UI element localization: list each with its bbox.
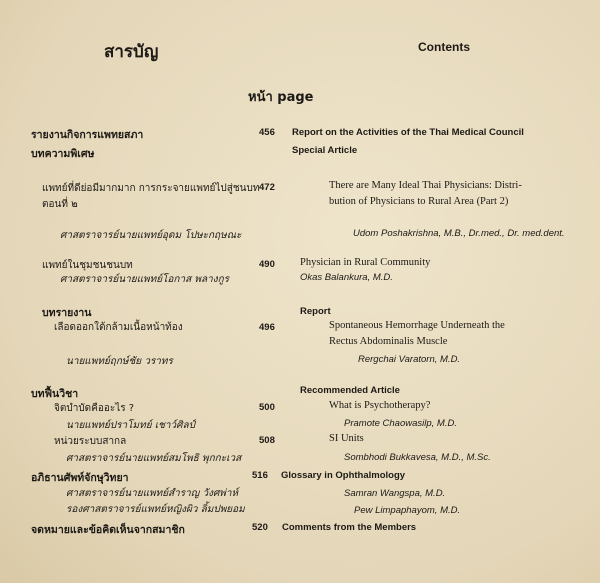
special-article-heading-english: Special Article <box>292 145 358 156</box>
report-heading-thai: บทรายงาน <box>42 307 92 319</box>
report-author-thai: นายแพทย์ฤกษ์ชัย วราทร <box>66 356 173 367</box>
glossary-heading-thai: อภิธานศัพท์จักษุวิทยา <box>31 472 129 484</box>
page-number-500: 500 <box>259 402 275 413</box>
article2-title-thai: แพทย์ในชุมชนชนบท <box>42 260 133 271</box>
page-number-456: 456 <box>259 127 275 138</box>
article1-author-english: Udom Poshakrishna, M.B., Dr.med., Dr. med.dent. <box>353 228 565 239</box>
report-author-english: Rergchai Varatorn, M.D. <box>358 354 461 365</box>
special-article-heading-thai: บทความพิเศษ <box>31 148 95 160</box>
english-contents-title: Contents <box>418 40 470 54</box>
rec1-title-thai: จิตบำบัดคืออะไร ? <box>54 403 135 414</box>
report-heading-english: Report <box>300 306 331 317</box>
rec1-author-thai: นายแพทย์ปราโมทย์ เชาว์ศิลป์ <box>66 420 195 431</box>
page-number-472: 472 <box>259 182 275 193</box>
thai-contents-title: สารบัญ <box>104 42 159 62</box>
article2-author-english: Okas Balankura, M.D. <box>300 272 393 283</box>
report-title-english-line2: Rectus Abdominalis Muscle <box>329 336 448 347</box>
article2-author-thai: ศาสตราจารย์นายแพทย์โอกาส พลางกูร <box>60 274 230 285</box>
council-heading-english: Report on the Activities of the Thai Medical Council <box>292 127 524 138</box>
letters-heading-english: Comments from the Members <box>282 522 417 533</box>
article1-title-thai-line2: ตอนที่ ๒ <box>42 199 78 210</box>
report-title-thai: เลือดออกใต้กล้ามเนื้อหน้าท้อง <box>54 322 183 333</box>
report-title-english-line1: Spontaneous Hemorrhage Underneath the <box>329 320 505 331</box>
rec2-title-english: SI Units <box>329 433 364 444</box>
glossary-author2-thai: รองศาสตราจารย์แพทย์หญิงผิว ลิ้มปพยอม <box>66 504 245 515</box>
rec1-author-english: Pramote Chaowasilp, M.D. <box>344 418 457 429</box>
glossary-author2-english: Pew Limpaphayom, M.D. <box>354 505 461 516</box>
letters-heading-thai: จดหมายและข้อคิดเห็นจากสมาชิก <box>31 524 185 536</box>
rec2-author-thai: ศาสตราจารย์นายแพทย์สมโพธิ พุกกะเวส <box>66 453 242 464</box>
page-number-516: 516 <box>252 470 268 481</box>
rec1-title-english: What is Psychotherapy? <box>329 400 431 411</box>
glossary-author1-english: Samran Wangspa, M.D. <box>344 488 446 499</box>
rec2-title-thai: หน่วยระบบสากล <box>54 436 127 447</box>
glossary-author1-thai: ศาสตราจารย์นายแพทย์สำราญ วังศพ่าห์ <box>66 488 239 499</box>
article1-title-thai-line1: แพทย์ที่ดีย่อมีมากมาก การกระจายแพทย์ไปสู่ชนบท <box>42 183 260 194</box>
page-number-520: 520 <box>252 522 268 533</box>
recommended-heading-thai: บทฟื้นวิชา <box>31 388 79 400</box>
page-column-heading: หน้า page <box>248 90 314 105</box>
glossary-heading-english: Glossary in Ophthalmology <box>281 470 406 481</box>
article1-title-english-line1: There are Many Ideal Thai Physicians: Distri- <box>329 180 522 191</box>
rec2-author-english: Sombhodi Bukkavesa, M.D., M.Sc. <box>344 452 491 463</box>
page-number-496: 496 <box>259 322 275 333</box>
page-number-508: 508 <box>259 435 275 446</box>
council-heading-thai: รายงานกิจการแพทยสภา <box>31 129 144 141</box>
article1-author-thai: ศาสตราจารย์นายแพทย์อุดม โปษะกฤษณะ <box>60 230 242 241</box>
article1-title-english-line2: bution of Physicians to Rural Area (Part 2) <box>329 196 509 207</box>
article2-title-english: Physician in Rural Community <box>300 257 431 268</box>
page-number-490: 490 <box>259 259 275 270</box>
recommended-heading-english: Recommended Article <box>300 385 400 396</box>
